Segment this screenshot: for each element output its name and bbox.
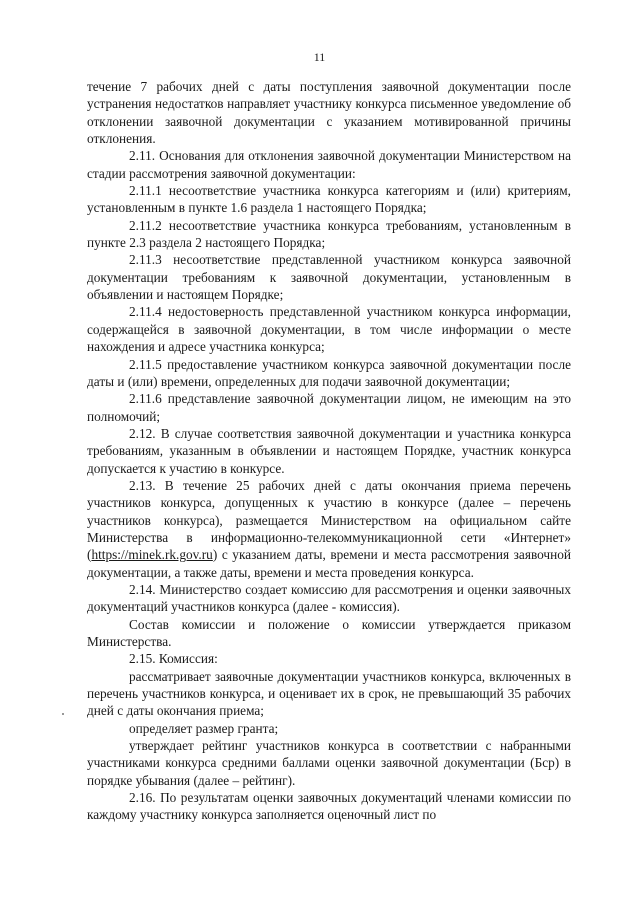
paragraph: 2.11.6 представление заявочной документации лицом, не имеющим на это полномочий; [87, 391, 571, 424]
paragraph: течение 7 рабочих дней с даты поступления заявочной документации после устранения недостатков направляет участнику конкурса письменное уведомление об отклонении заявочной документации с указанием мотивированной причины отклонения. [87, 79, 571, 147]
paragraph: рассматривает заявочные документации участников конкурса, включенных в перечень участников конкурса, и оценивает их в срок, не превышающий 35 рабочих дней с даты окончания приема; [87, 668, 571, 719]
paragraph-with-link [87, 477, 571, 581]
paragraph: 2.11.4 недостоверность представленной участником конкурса информации, содержащейся в заявочной документации, в том числе информации о месте нахождения и адресе участника конкурса; [87, 304, 571, 355]
website-link[interactable]: https://minek.rk.gov.ru [91, 547, 213, 563]
paragraph: 2.11.1 несоответствие участника конкурса категориям и (или) критериям, установленным в пункте 1.6 раздела 1 настоящего Порядка; [87, 183, 571, 216]
paragraph: 2.12. В случае соответствия заявочной документации и участника конкурса требованиям, указанным в объявлении и настоящем Порядке, участник конкурса допускается к участию в конкурсе. [87, 425, 571, 476]
page-number: 11 [313, 50, 326, 64]
scan-artifact [62, 713, 64, 715]
paragraph: Состав комиссии и положение о комиссии утверждается приказом Министерства. [87, 616, 571, 649]
paragraph: утверждает рейтинг участников конкурса в соответствии с набранными участниками конкурса средними баллами оценки заявочной документации (Бср) в порядке убывания (далее – рейтинг). [87, 738, 571, 788]
paragraph: 2.11.3 несоответствие представленной участником конкурса заявочной документации требованиям к заявочной документации, установленным в объявлении и настоящем Порядке; [87, 252, 571, 303]
paragraph: 2.11. Основания для отклонения заявочной документации Министерством на стадии рассмотрения заявочной документации: [87, 148, 571, 181]
paragraph: 2.11.5 предоставление участником конкурса заявочной документации после даты и (или) времени, определенных для подачи заявочной документации; [87, 356, 571, 389]
document-body [87, 78, 571, 824]
paragraph: 2.15. Комиссия: [129, 651, 218, 667]
paragraph: 2.14. Министерство создает комиссию для рассмотрения и оценки заявочных документаций участников конкурса (далее - комиссия). [87, 581, 571, 615]
paragraph: 2.16. По результатам оценки заявочных документаций членами комиссии по каждому участнику конкурса заполняется оценочный лист по [87, 790, 571, 823]
paragraph: определяет размер гранта; [129, 720, 279, 736]
paragraph-text: 2.13. В течение 25 рабочих дней с даты окончания приема перечень участников конкурса, допущенных к участию в конкурсе (далее – перечень участников конкурса), размещается Министерством на официальном сайте Министерства в информационно-телекоммуникационной сети «Интернет» ( [87, 477, 571, 563]
paragraph-text: ) с указанием даты, времени и места рассмотрения заявочной документации, а также даты, времени и места проведения конкурса. [87, 547, 571, 580]
paragraph: 2.11.2 несоответствие участника конкурса требованиям, установленным в пункте 2.3 раздела 2 настоящего Порядка; [87, 217, 571, 251]
